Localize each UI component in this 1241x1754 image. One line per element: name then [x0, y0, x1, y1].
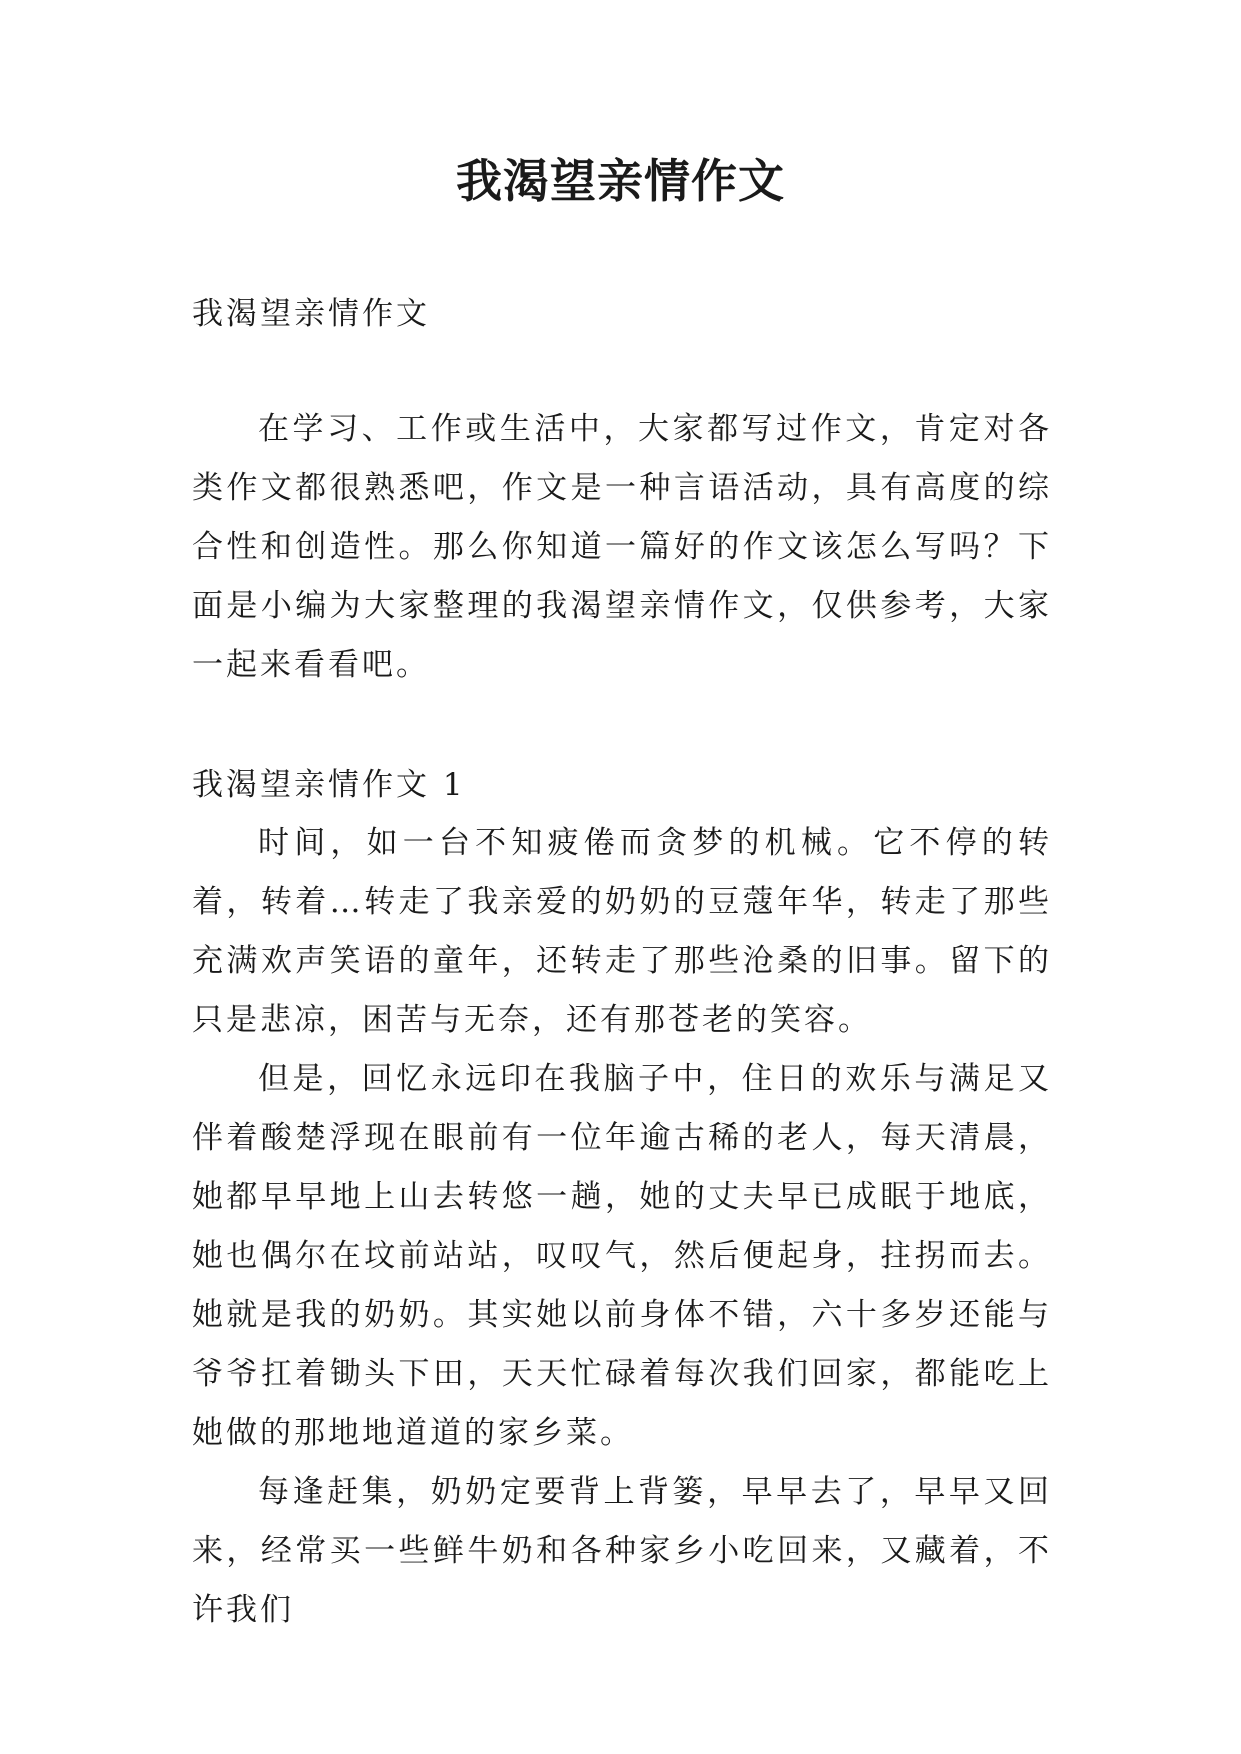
intro-paragraph: 在学习、工作或生活中，大家都写过作文，肯定对各类作文都很熟悉吧，作文是一种言语活动，具有高度的综合性和创造性。那么你知道一篇好的作文该怎么写吗？下面是小编为大家整理的我渴望亲情作文，仅供参考，大家一起来看看吧。: [192, 411, 1052, 683]
document-title: 我渴望亲情作文: [456, 154, 785, 208]
intro-section: [192, 400, 1052, 695]
intro-heading: 我渴望亲情作文: [192, 296, 430, 332]
section1-body: [192, 814, 1052, 1640]
section1-heading: 我渴望亲情作文 1: [192, 767, 466, 803]
body-paragraph: 但是，回忆永远印在我脑子中，住日的欢乐与满足又伴着酸楚浮现在眼前有一位年逾古稀的老人，每天清晨，她都早早地上山去转悠一趟，她的丈夫早已成眠于地底，她也偶尔在坟前站站，叹叹气，然后便起身，拄拐而去。她就是我的奶奶。其实她以前身体不错，六十多岁还能与爷爷扛着锄头下田，天天忙碌着每次我们回家，都能吃上她做的那地地道道的家乡菜。: [192, 1061, 1052, 1451]
body-paragraph: 每逢赶集，奶奶定要背上背篓，早早去了，早早又回来，经常买一些鲜牛奶和各种家乡小吃回来，又藏着，不许我们: [192, 1474, 1052, 1628]
body-paragraph: 时间，如一台不知疲倦而贪梦的机械。它不停的转着，转着…转走了我亲爱的奶奶的豆蔻年华，转走了那些充满欢声笑语的童年，还转走了那些沧桑的旧事。留下的只是悲凉，困苦与无奈，还有那苍老的笑容。: [192, 825, 1052, 1038]
